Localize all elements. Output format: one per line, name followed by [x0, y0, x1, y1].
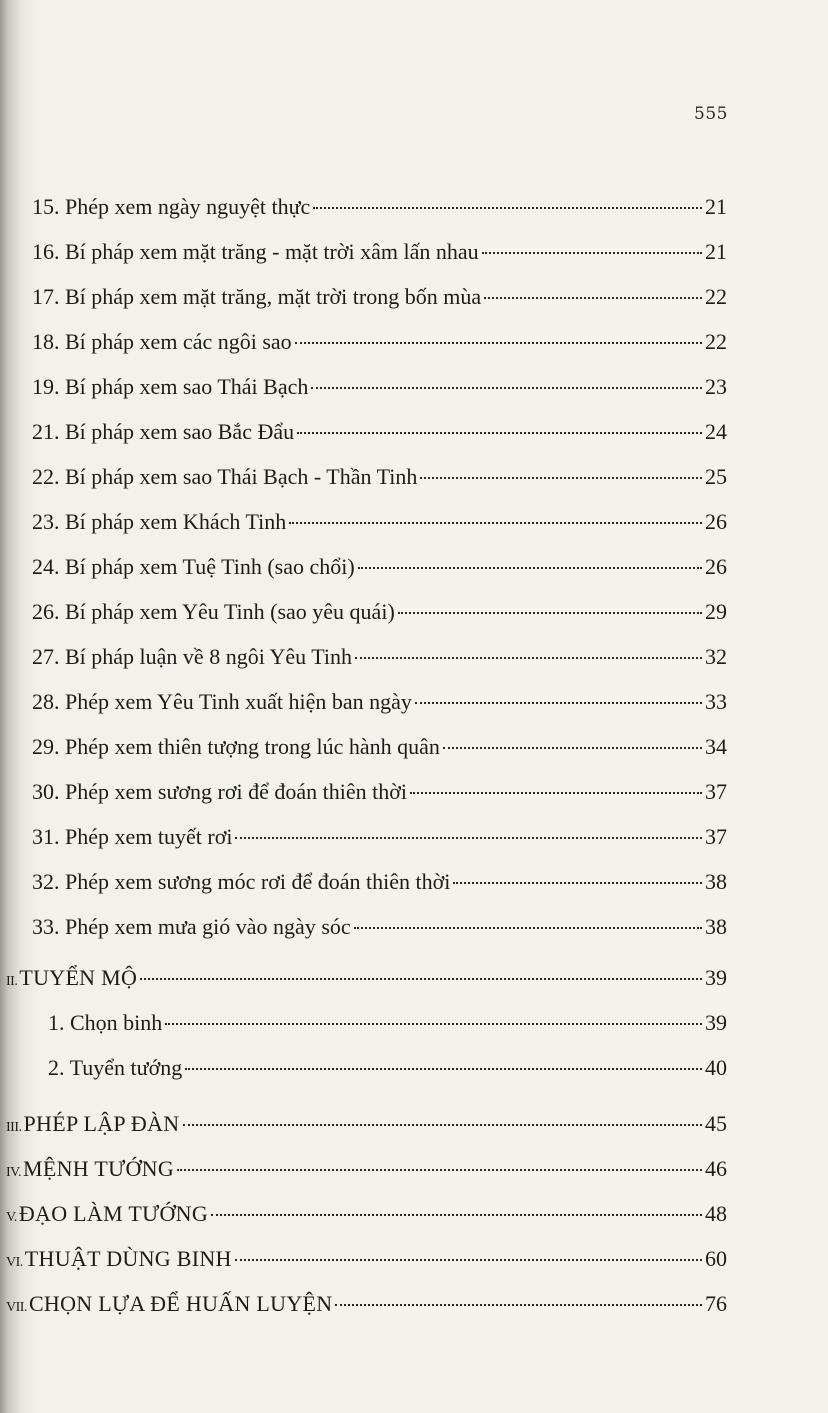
- dot-leader: [297, 432, 702, 434]
- dot-leader: [165, 1023, 702, 1025]
- dot-leader: [358, 567, 702, 569]
- toc-section: [6, 1244, 727, 1274]
- toc-entry-title: 19. Bí pháp xem sao Thái Bạch: [32, 374, 309, 399]
- toc-entry-title: 1. Chọn binh: [48, 1010, 163, 1035]
- toc-entry-title: 2. Tuyển tướng: [48, 1055, 183, 1080]
- toc-entry: [48, 1008, 727, 1038]
- toc-entry: [32, 822, 727, 852]
- toc-section: [6, 1289, 727, 1319]
- toc-entry-page: 38: [705, 869, 727, 894]
- toc-entry-page: 26: [705, 509, 727, 534]
- section-page: 60: [705, 1246, 727, 1271]
- toc-entry-page: 22: [705, 284, 727, 309]
- section-roman-numeral: V.: [6, 1210, 17, 1225]
- toc-entry: [32, 867, 727, 897]
- toc-entry-title: 21. Bí pháp xem sao Bắc Đẩu: [32, 419, 295, 444]
- toc-entry-title: 18. Bí pháp xem các ngôi sao: [32, 329, 292, 354]
- toc-entry-page: 23: [705, 374, 727, 399]
- toc-entry-page: 39: [705, 1010, 727, 1035]
- toc-entry: [32, 372, 727, 402]
- dot-leader: [185, 1068, 702, 1070]
- toc-entry: [32, 777, 727, 807]
- toc-entry-page: 21: [705, 239, 727, 264]
- toc-entry-page: 34: [705, 734, 727, 759]
- toc-entry: [32, 237, 727, 267]
- section-roman-numeral: VI.: [6, 1255, 23, 1270]
- section-title: CHỌN LỰA ĐỂ HUẤN LUYỆN: [28, 1291, 333, 1316]
- page-number: 555: [694, 104, 728, 124]
- toc-entry: [32, 417, 727, 447]
- dot-leader: [415, 702, 702, 704]
- toc-entry-title: 16. Bí pháp xem mặt trăng - mặt trời xâm lấn nhau: [32, 239, 479, 264]
- section-page: 46: [705, 1156, 727, 1181]
- toc-entry-page: 21: [705, 194, 727, 219]
- dot-leader: [443, 747, 702, 749]
- toc-entry: [32, 552, 727, 582]
- dot-leader: [295, 342, 702, 344]
- toc-entry-title: 27. Bí pháp luận về 8 ngôi Yêu Tinh: [32, 644, 353, 669]
- dot-leader: [177, 1169, 702, 1171]
- dot-leader: [410, 792, 702, 794]
- section-page: 76: [705, 1291, 727, 1316]
- toc-entry-page: 37: [705, 824, 727, 849]
- toc-section: [6, 1109, 727, 1139]
- toc-entry-page: 29: [705, 599, 727, 624]
- section-title: THUẬT DÙNG BINH: [24, 1246, 232, 1271]
- section-title: MỆNH TƯỚNG: [22, 1156, 175, 1181]
- toc-entry-page: 25: [705, 464, 727, 489]
- toc-entry-title: 31. Phép xem tuyết rơi: [32, 824, 233, 849]
- section-roman-numeral: VII.: [6, 1300, 27, 1315]
- toc-entry: [32, 507, 727, 537]
- dot-leader: [183, 1124, 703, 1126]
- toc-entry-title: 28. Phép xem Yêu Tinh xuất hiện ban ngày: [32, 689, 412, 714]
- toc-entry-page: 37: [705, 779, 727, 804]
- toc-entry-title: 22. Bí pháp xem sao Thái Bạch - Thần Tinh: [32, 464, 418, 489]
- toc-entry-page: 33: [705, 689, 727, 714]
- toc-entry-title: 15. Phép xem ngày nguyệt thực: [32, 194, 311, 219]
- dot-leader: [211, 1214, 702, 1216]
- toc-entry: [32, 642, 727, 672]
- toc-entry: [32, 192, 727, 222]
- dot-leader: [398, 612, 702, 614]
- section-roman-numeral: IV.: [6, 1165, 21, 1180]
- toc-entry-page: 26: [705, 554, 727, 579]
- dot-leader: [313, 207, 702, 209]
- toc-entry: [48, 1053, 727, 1083]
- dot-leader: [420, 477, 702, 479]
- toc-section: [6, 1199, 727, 1229]
- section-roman-numeral: II.: [6, 974, 18, 989]
- dot-leader: [354, 927, 702, 929]
- toc-entry-page: 22: [705, 329, 727, 354]
- toc-entry: [32, 687, 727, 717]
- section-page: 45: [705, 1111, 727, 1136]
- section-title: PHÉP LẬP ĐÀN: [23, 1111, 180, 1136]
- toc-entry-title: 30. Phép xem sương rơi để đoán thiên thời: [32, 779, 407, 804]
- toc-section: [6, 1154, 727, 1184]
- toc-entry-title: 32. Phép xem sương móc rơi để đoán thiên thời: [32, 869, 451, 894]
- section-title: TUYỂN MỘ: [19, 965, 138, 990]
- toc-entry: [32, 462, 727, 492]
- dot-leader: [335, 1304, 702, 1306]
- toc-entry: [32, 597, 727, 627]
- dot-leader: [289, 522, 702, 524]
- dot-leader: [235, 1259, 702, 1261]
- toc-entry: [32, 282, 727, 312]
- section-roman-numeral: III.: [6, 1120, 22, 1135]
- dot-leader: [453, 882, 702, 884]
- toc-entry: [32, 912, 727, 942]
- section-page: 39: [705, 965, 727, 990]
- section-title: ĐẠO LÀM TƯỚNG: [18, 1201, 209, 1226]
- dot-leader: [311, 387, 702, 389]
- toc-entry-title: 17. Bí pháp xem mặt trăng, mặt trời trong bốn mùa: [32, 284, 482, 309]
- toc-entry: [32, 732, 727, 762]
- toc-entry: [32, 327, 727, 357]
- toc-entry-page: 32: [705, 644, 727, 669]
- section-page: 48: [705, 1201, 727, 1226]
- dot-leader: [484, 297, 702, 299]
- toc-entry-title: 24. Bí pháp xem Tuệ Tinh (sao chổi): [32, 554, 355, 579]
- dot-leader: [140, 978, 702, 980]
- toc-entry-page: 24: [705, 419, 727, 444]
- dot-leader: [235, 837, 702, 839]
- toc-entry-title: 29. Phép xem thiên tượng trong lúc hành quân: [32, 734, 440, 759]
- dot-leader: [355, 657, 702, 659]
- toc-section-tuyen-mo: [6, 963, 727, 993]
- toc-entry-page: 40: [705, 1055, 727, 1080]
- dot-leader: [482, 252, 702, 254]
- toc-entry-title: 23. Bí pháp xem Khách Tinh: [32, 509, 287, 534]
- toc-entry-page: 38: [705, 914, 727, 939]
- toc-entry-title: 33. Phép xem mưa gió vào ngày sóc: [32, 914, 351, 939]
- toc-entry-title: 26. Bí pháp xem Yêu Tinh (sao yêu quái): [32, 599, 395, 624]
